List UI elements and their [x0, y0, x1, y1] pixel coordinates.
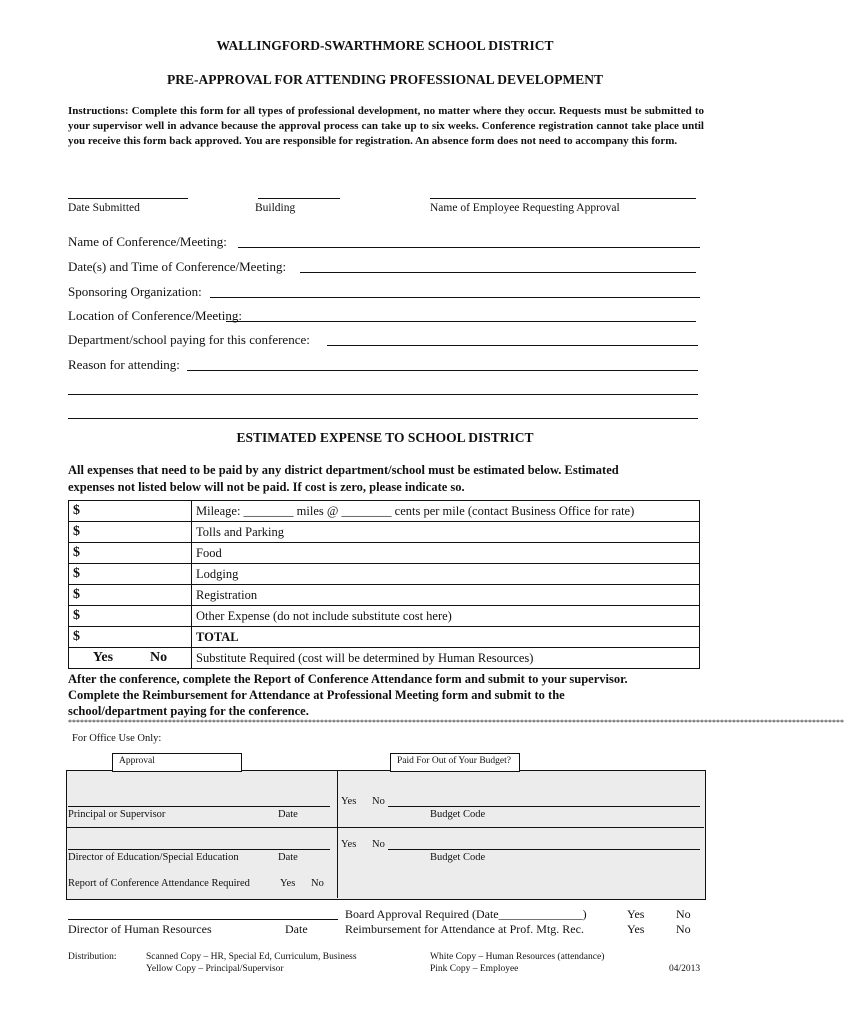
budget-code-label-1: Budget Code	[430, 809, 486, 820]
expense-row-tolls	[69, 522, 700, 543]
date-submitted-line[interactable]	[68, 198, 188, 199]
lodging-amount[interactable]	[69, 564, 192, 585]
conference-date-label: Date(s) and Time of Conference/Meeting:	[68, 259, 287, 274]
instructions: Instructions: Complete this form for all types of professional development, no matter where they occur. Requests must be submitted to your supervisor well in advance because the approval process can take up to six weeks. Conference registration cannot take place until you receive this form back approved. You are responsible for registration. An absence form does not need to accompany this form.	[68, 105, 704, 147]
form-title: PRE-APPROVAL FOR ATTENDING PROFESSIONAL DEVELOPMENT	[166, 72, 604, 87]
expense-note-1: All expenses that need to be paid by any district department/school must be estimated below. Estimated	[68, 463, 619, 477]
reimb-no[interactable]: No	[676, 922, 691, 936]
director-hr-signature-line[interactable]	[68, 919, 338, 920]
budget2-yes[interactable]: Yes	[341, 839, 357, 850]
employee-name-label: Name of Employee Requesting Approval	[430, 202, 620, 214]
currency-sign: $	[73, 566, 80, 581]
department-label: Department/school paying for this conference:	[68, 332, 310, 347]
expense-row-lodging	[69, 564, 700, 585]
expense-heading: ESTIMATED EXPENSE TO SCHOOL DISTRICT	[236, 430, 534, 445]
date-submitted-label: Date Submitted	[68, 202, 140, 214]
approval-tab	[112, 753, 242, 772]
separator-stars: **************************************************************************************************************************************************************************************************	[68, 718, 844, 727]
distribution-pink: Pink Copy – Employee	[430, 964, 519, 974]
board-no[interactable]: No	[676, 907, 691, 921]
director-hr-date-label: Date	[285, 922, 308, 936]
tolls-label: Tolls and Parking	[192, 522, 700, 543]
expense-row-mileage	[69, 501, 700, 522]
other-label: Other Expense (do not include substitute cost here)	[192, 606, 700, 627]
office-use-label: For Office Use Only:	[72, 733, 162, 744]
report-yes[interactable]: Yes	[280, 878, 296, 889]
expense-row-other	[69, 606, 700, 627]
approval-label: Approval	[119, 756, 155, 766]
after-line-3: school/department paying for the conference.	[68, 704, 309, 718]
substitute-no[interactable]: No	[150, 650, 168, 665]
reimbursement-label: Reimbursement for Attendance at Prof. Mtg. Rec.	[345, 922, 584, 936]
substitute-label: Substitute Required (cost will be determined by Human Resources)	[192, 648, 700, 669]
total-label: TOTAL	[192, 627, 700, 648]
currency-sign: $	[73, 629, 80, 644]
tolls-amount[interactable]	[69, 522, 192, 543]
director-hr-label: Director of Human Resources	[68, 922, 212, 936]
currency-sign: $	[73, 587, 80, 602]
principal-signature-line[interactable]	[68, 806, 330, 807]
mileage-label: Mileage: ________ miles @ ________ cents per mile (contact Business Office for rate)	[192, 501, 700, 522]
reason-line-3[interactable]	[68, 418, 698, 419]
director-ed-signature-line[interactable]	[68, 849, 330, 850]
reason-line-1[interactable]	[187, 370, 698, 371]
building-label: Building	[255, 202, 296, 214]
currency-sign: $	[73, 545, 80, 560]
currency-sign: $	[73, 608, 80, 623]
form-version: 04/2013	[669, 964, 701, 974]
reason-label: Reason for attending:	[68, 357, 180, 372]
after-line-2: Complete the Reimbursement for Attendance at Professional Meeting form and submit to the	[68, 688, 565, 702]
distribution-label: Distribution:	[68, 952, 117, 962]
registration-amount[interactable]	[69, 585, 192, 606]
report-required-label: Report of Conference Attendance Required	[68, 878, 250, 889]
substitute-yes[interactable]: Yes	[92, 650, 114, 665]
sponsor-line[interactable]	[210, 297, 700, 298]
budget1-yes[interactable]: Yes	[341, 796, 357, 807]
director-ed-label: Director of Education/Special Education	[68, 852, 239, 863]
after-line-1: After the conference, complete the Report of Conference Attendance form and submit to your supervisor.	[68, 672, 628, 686]
location-label: Location of Conference/Meeting:	[68, 308, 242, 323]
conference-name-line[interactable]	[238, 247, 700, 248]
principal-date-label: Date	[278, 809, 298, 820]
expense-row-substitute	[69, 648, 700, 669]
expense-note-2: expenses not listed below will not be paid. If cost is zero, please indicate so.	[68, 480, 465, 494]
location-line[interactable]	[226, 321, 696, 322]
budget-code-line-1[interactable]	[388, 806, 700, 807]
director-ed-date-label: Date	[278, 852, 298, 863]
sponsor-label: Sponsoring Organization:	[68, 284, 202, 299]
building-line[interactable]	[258, 198, 340, 199]
report-no[interactable]: No	[311, 878, 324, 889]
office-divider	[337, 770, 338, 898]
conference-name-label: Name of Conference/Meeting:	[68, 234, 227, 249]
total-amount[interactable]	[69, 627, 192, 648]
budget-code-line-2[interactable]	[388, 849, 700, 850]
food-amount[interactable]	[69, 543, 192, 564]
lodging-label: Lodging	[192, 564, 700, 585]
budget2-no[interactable]: No	[372, 839, 385, 850]
district-name: WALLINGFORD-SWARTHMORE SCHOOL DISTRICT	[216, 38, 554, 53]
reason-line-2[interactable]	[68, 394, 698, 395]
registration-label: Registration	[192, 585, 700, 606]
currency-sign: $	[73, 503, 80, 518]
distribution-scanned: Scanned Copy – HR, Special Ed, Curriculum, Business	[146, 952, 357, 962]
reimb-yes[interactable]: Yes	[627, 922, 645, 936]
distribution-yellow: Yellow Copy – Principal/Supervisor	[146, 964, 284, 974]
paid-budget-tab	[390, 753, 520, 772]
food-label: Food	[192, 543, 700, 564]
office-row-divider	[66, 827, 704, 828]
department-line[interactable]	[327, 345, 698, 346]
expense-row-food	[69, 543, 700, 564]
expense-row-total	[69, 627, 700, 648]
expense-table	[68, 500, 700, 669]
principal-label: Principal or Supervisor	[68, 809, 166, 820]
board-yes[interactable]: Yes	[627, 907, 645, 921]
budget1-no[interactable]: No	[372, 796, 385, 807]
employee-name-line[interactable]	[430, 198, 696, 199]
budget-code-label-2: Budget Code	[430, 852, 486, 863]
expense-row-registration	[69, 585, 700, 606]
paid-budget-label: Paid For Out of Your Budget?	[397, 756, 512, 766]
board-approval-label: Board Approval Required (Date______________)	[345, 907, 587, 921]
other-amount[interactable]	[69, 606, 192, 627]
substitute-yes-no	[69, 648, 192, 669]
conference-date-line[interactable]	[300, 272, 696, 273]
distribution-white: White Copy – Human Resources (attendance)	[430, 952, 605, 962]
currency-sign: $	[73, 524, 80, 539]
mileage-amount[interactable]	[69, 501, 192, 522]
